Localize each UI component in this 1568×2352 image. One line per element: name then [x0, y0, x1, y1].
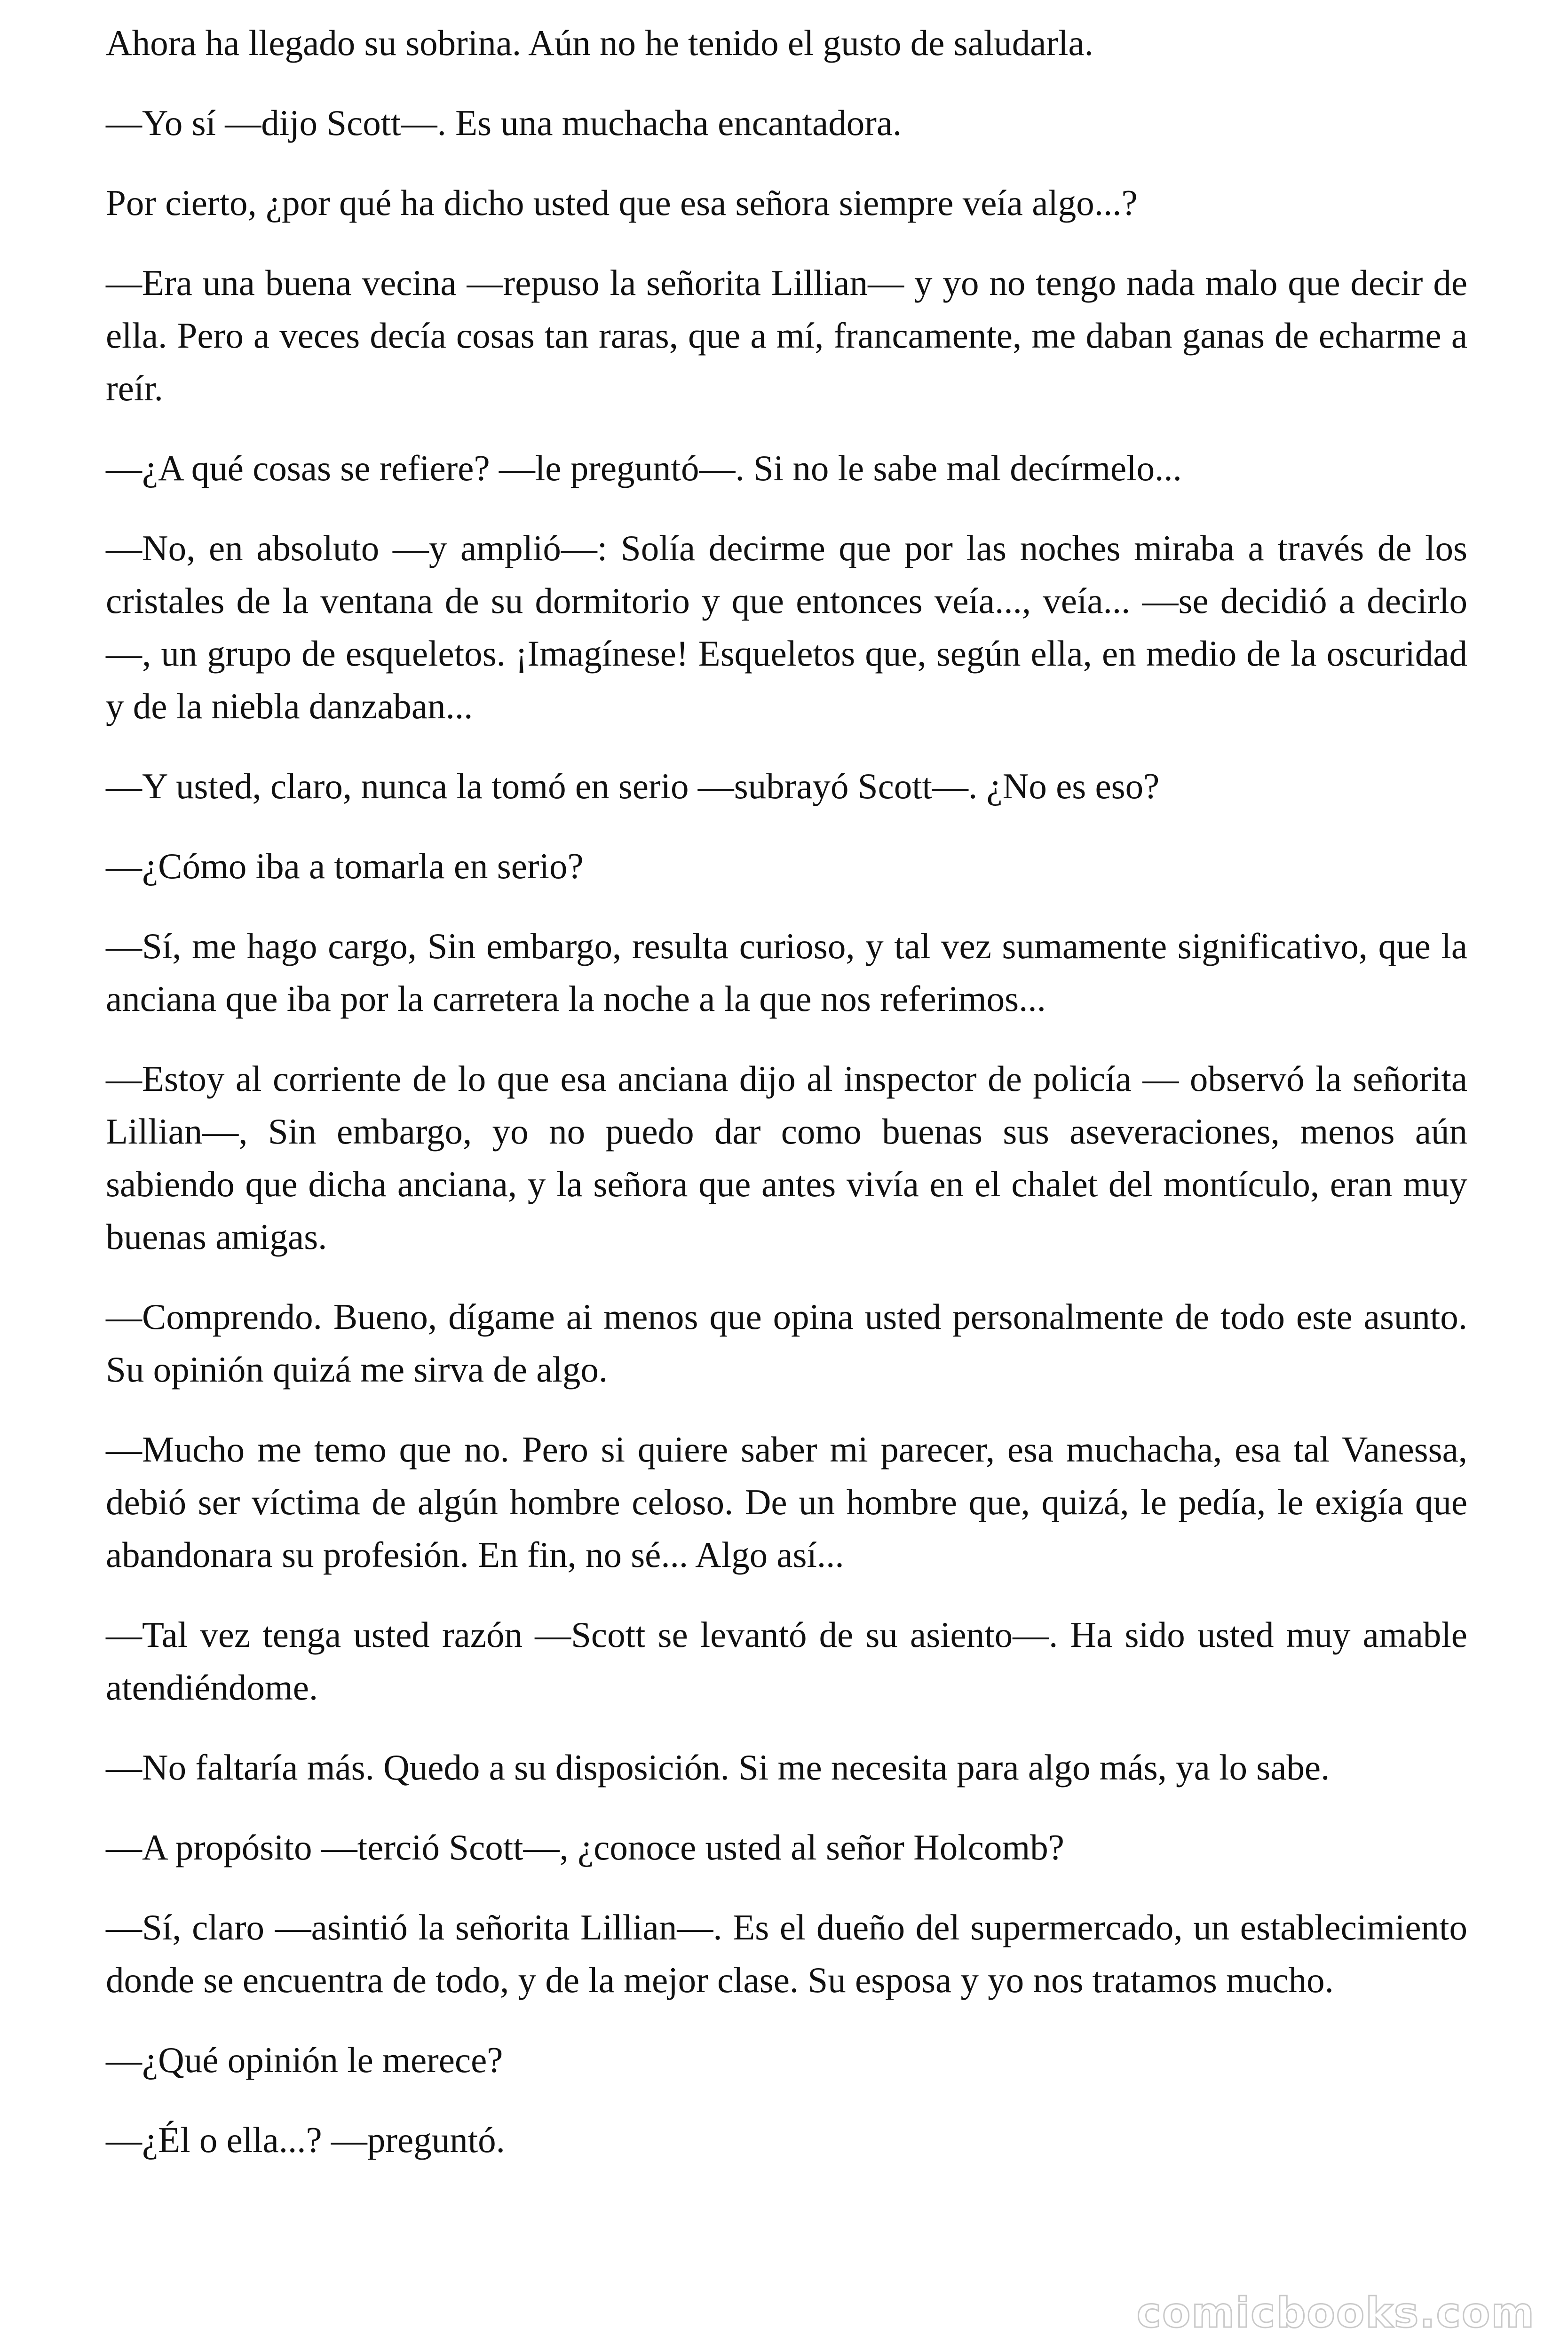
paragraph: —Tal vez tenga usted razón —Scott se levantó de su asiento—. Ha sido usted muy amable atendiéndome. [106, 1614, 1467, 1708]
paragraph: —No, en absoluto —y amplió—: Solía decirme que por las noches miraba a través de los cristales de la ventana de su dormitorio y que entonces veía..., veía... —se decidió a decirlo—, un grupo de esqueletos. ¡Imagínese! Esqueletos que, según ella, en medio de la oscuridad y de la niebla danzaban... [106, 528, 1467, 726]
paragraph: Ahora ha llegado su sobrina. Aún no he tenido el gusto de saludarla. [106, 23, 1093, 63]
paragraph: —Era una buena vecina —repuso la señorita Lillian— y yo no tengo nada malo que decir de ella. Pero a veces decía cosas tan raras, que a mí, francamente, me daban ganas de echarme a reír. [106, 262, 1467, 408]
paragraph: —Mucho me temo que no. Pero si quiere saber mi parecer, esa muchacha, esa tal Vanessa, debió ser víctima de algún hombre celoso. De un hombre que, quizá, le pedía, le exigía que abandonara su profesión. En fin, no sé... Algo así... [106, 1429, 1467, 1575]
paragraph: —A propósito —terció Scott—, ¿conoce usted al señor Holcomb? [106, 1827, 1064, 1867]
paragraph: —¿Qué opinión le merece? [106, 2040, 503, 2080]
paragraph: —¿Él o ella...? —preguntó. [106, 2120, 505, 2160]
document-page [106, 16, 1467, 2193]
watermark: comicbooks.com [1136, 2288, 1535, 2337]
paragraph: Por cierto, ¿por qué ha dicho usted que esa señora siempre veía algo...? [106, 183, 1138, 223]
paragraph: —Sí, me hago cargo, Sin embargo, resulta curioso, y tal vez sumamente significativo, que la anciana que iba por la carretera la noche a la que nos referimos... [106, 926, 1467, 1019]
paragraph: —Y usted, claro, nunca la tomó en serio —subrayó Scott—. ¿No es eso? [106, 766, 1160, 806]
paragraph: —¿Cómo iba a tomarla en serio? [106, 846, 584, 886]
paragraph: —¿A qué cosas se refiere? —le preguntó—. Si no le sabe mal decírmelo... [106, 448, 1182, 488]
paragraph: —Comprendo. Bueno, dígame ai menos que opina usted personalmente de todo este asunto. Su opinión quizá me sirva de algo. [106, 1296, 1467, 1390]
paragraph: —No faltaría más. Quedo a su disposición. Si me necesita para algo más, ya lo sabe. [106, 1747, 1330, 1788]
paragraph: —Yo sí —dijo Scott—. Es una muchacha encantadora. [106, 103, 902, 143]
paragraph: —Sí, claro —asintió la señorita Lillian—. Es el dueño del supermercado, un establecimiento donde se encuentra de todo, y de la mejor clase. Su esposa y yo nos tratamos mucho. [106, 1907, 1467, 2000]
paragraph: —Estoy al corriente de lo que esa anciana dijo al inspector de policía — observó la señorita Lillian—, Sin embargo, yo no puedo dar como buenas sus aseveraciones, menos aún sabiendo que dicha anciana, y la señora que antes vivía en el chalet del montículo, eran muy buenas amigas. [106, 1058, 1467, 1257]
